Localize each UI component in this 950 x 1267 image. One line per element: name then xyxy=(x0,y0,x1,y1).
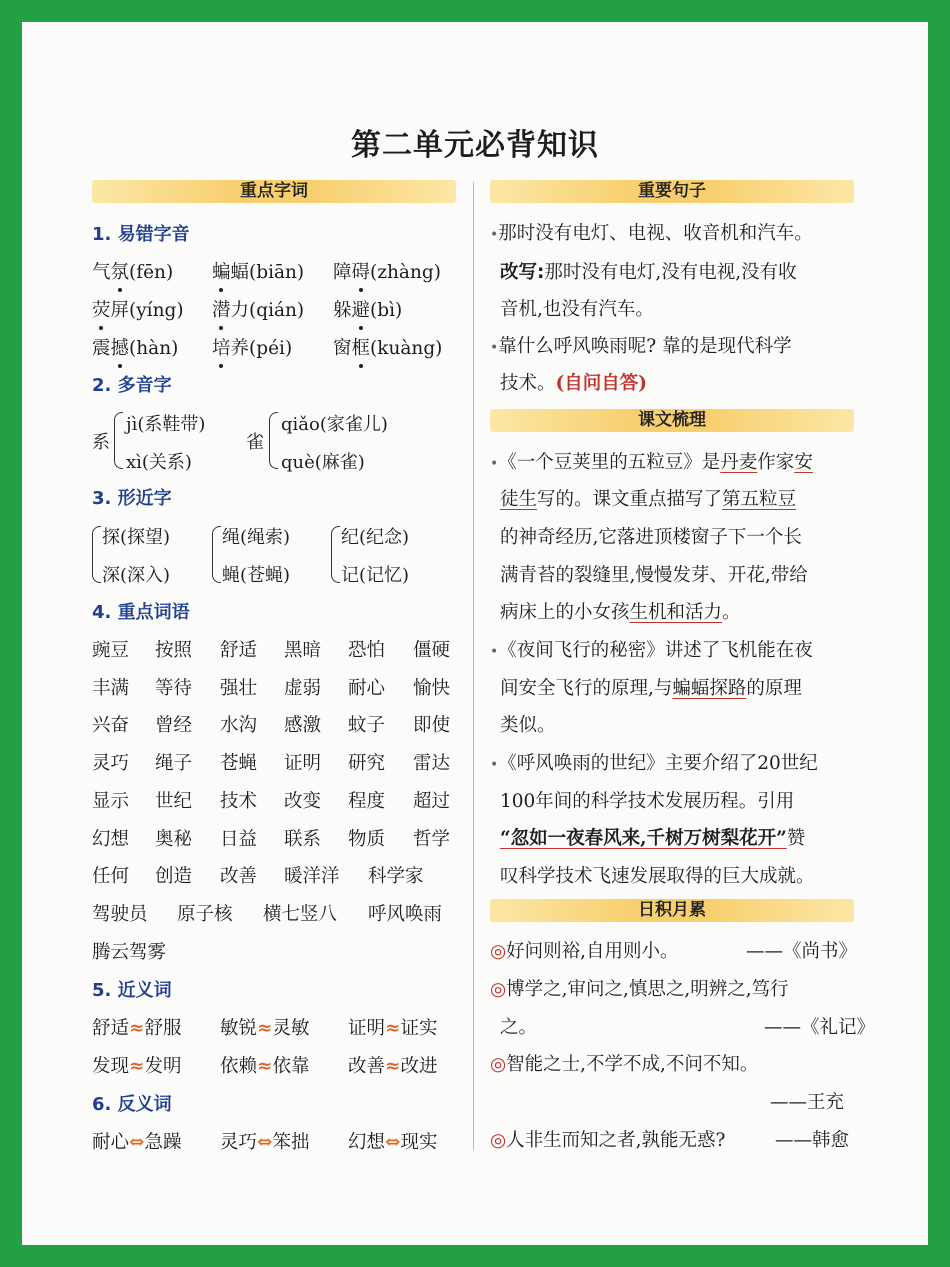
section-header-sentences: 重要句子 xyxy=(490,180,854,203)
sentence-line: 技术。(自问自答) xyxy=(500,373,648,394)
vocab-word: 呼风唤雨 xyxy=(368,903,443,925)
quote-line: ◎智能之士,不学不成,不问不知。 xyxy=(490,1054,759,1075)
vocab-word: 腾云驾雾 xyxy=(92,941,167,963)
subheading-pronunciation: 1. 易错字音 xyxy=(92,224,190,245)
column-divider xyxy=(473,182,474,1150)
vocab-word: 技术 xyxy=(220,790,258,812)
sentence-line: 改写:那时没有电灯,没有电视,没有收 xyxy=(500,262,797,283)
vocab-word: 创造 xyxy=(155,866,193,888)
summary-line: •《夜间飞行的秘密》讲述了飞机能在夜 xyxy=(490,640,813,661)
vocab-word: 耐心 xyxy=(348,677,386,699)
subheading-polyphones: 2. 多音字 xyxy=(92,375,172,396)
similar-char: 探(探望) xyxy=(102,527,171,548)
brace xyxy=(92,526,101,583)
polyphone-reading: què(麻雀) xyxy=(281,452,365,473)
vocab-word: 强壮 xyxy=(220,677,258,699)
similar-char: 绳(绳索) xyxy=(222,527,291,548)
similar-char: 蝇(苍蝇) xyxy=(222,565,291,586)
vocab-word: 改善 xyxy=(220,866,258,888)
similar-char: 纪(纪念) xyxy=(341,527,410,548)
vocab-word: 愉快 xyxy=(413,677,451,699)
quote-source: ——《礼记》 xyxy=(764,1017,876,1038)
vocab-word: 雷达 xyxy=(413,753,451,775)
sentence-line: •那时没有电灯、电视、收音机和汽车。 xyxy=(490,223,813,244)
section-header-daily-accumulation: 日积月累 xyxy=(490,899,854,922)
sentence-line: •靠什么呼风唤雨呢? 靠的是现代科学 xyxy=(490,336,792,357)
summary-line: 间安全飞行的原理,与蝙蝠探路的原理 xyxy=(500,678,802,699)
page-title: 第二单元必背知识 xyxy=(351,128,599,163)
vocab-word: 奥秘 xyxy=(155,828,193,850)
vocab-word: 改变 xyxy=(284,790,322,812)
pronunciation-item: 窗框(kuàng) xyxy=(333,334,442,360)
vocab-word: 苍蝇 xyxy=(220,753,258,775)
vocab-word: 等待 xyxy=(155,677,193,699)
subheading-key-vocab: 4. 重点词语 xyxy=(92,602,190,623)
vocab-word: 感激 xyxy=(284,715,322,737)
vocab-word: 灵巧 xyxy=(92,753,130,775)
vocab-word: 研究 xyxy=(348,753,386,775)
vocab-word: 恐怕 xyxy=(348,640,386,661)
quote-line: ◎人非生而知之者,孰能无惑? xyxy=(490,1130,726,1151)
summary-line: 满青苔的裂缝里,慢慢发芽、开花,带给 xyxy=(500,565,808,586)
vocab-word: 世纪 xyxy=(155,790,193,812)
subheading-synonyms: 5. 近义词 xyxy=(92,980,172,1001)
brace xyxy=(212,526,221,583)
vocab-word: 程度 xyxy=(348,790,386,812)
summary-line: •《呼风唤雨的世纪》主要介绍了20世纪 xyxy=(490,753,818,774)
antonym-pair: 幻想⇔现实 xyxy=(348,1132,438,1153)
antonym-pair: 灵巧⇔笨拙 xyxy=(220,1132,310,1153)
pronunciation-item: 气氛(fēn) xyxy=(92,258,173,284)
brace xyxy=(269,412,278,469)
pronunciation-item: 培养(péi) xyxy=(212,334,292,360)
vocab-word: 按照 xyxy=(155,640,193,661)
vocab-word: 原子核 xyxy=(177,903,233,925)
polyphone-reading: qiǎo(家雀儿) xyxy=(281,414,388,435)
quote-source: ——王充 xyxy=(770,1092,845,1113)
vocab-word: 驾驶员 xyxy=(92,903,148,925)
vocab-word: 科学家 xyxy=(368,866,424,888)
section-header-key-words: 重点字词 xyxy=(92,180,456,203)
brace xyxy=(331,526,340,583)
vocab-word: 舒适 xyxy=(220,640,258,661)
synonym-pair: 改善≈改进 xyxy=(348,1055,438,1077)
vocab-word: 横七竖八 xyxy=(263,903,338,925)
synonym-pair: 敏锐≈灵敏 xyxy=(220,1018,310,1039)
summary-line: 徒生写的。课文重点描写了第五粒豆 xyxy=(500,489,797,510)
synonym-pair: 舒适≈舒服 xyxy=(92,1018,182,1039)
pronunciation-item: 震撼(hàn) xyxy=(92,334,178,360)
vocab-word: 水沟 xyxy=(220,715,258,737)
quote-line: ◎好问则裕,自用则小。 xyxy=(490,941,679,962)
polyphone-char: 雀 xyxy=(246,432,264,453)
summary-line: 100年间的科学技术发展历程。引用 xyxy=(500,791,795,812)
section-header-text-summary: 课文梳理 xyxy=(490,409,854,432)
vocab-word: 蚊子 xyxy=(348,715,386,737)
quote-line: ◎博学之,审问之,慎思之,明辨之,笃行 xyxy=(490,979,789,1000)
pronunciation-item: 蝙蝠(biān) xyxy=(212,258,304,284)
vocab-word: 绳子 xyxy=(155,753,193,775)
summary-line: 的神奇经历,它落进顶楼窗子下一个长 xyxy=(500,527,802,548)
polyphone-char: 系 xyxy=(92,432,110,453)
vocab-word: 日益 xyxy=(220,828,258,850)
subheading-similar-chars: 3. 形近字 xyxy=(92,488,172,509)
vocab-word: 曾经 xyxy=(155,715,193,737)
vocab-word: 物质 xyxy=(348,828,386,850)
vocab-word: 虚弱 xyxy=(284,677,322,699)
vocab-word: 兴奋 xyxy=(92,715,130,737)
polyphone-reading: xì(关系) xyxy=(126,452,192,473)
brace xyxy=(114,412,123,469)
quote-line: 之。 xyxy=(500,1017,538,1038)
synonym-pair: 证明≈证实 xyxy=(348,1018,438,1039)
pronunciation-item: 障碍(zhàng) xyxy=(333,258,441,284)
vocab-word: 超过 xyxy=(413,790,451,812)
similar-char: 记(记忆) xyxy=(341,565,410,586)
vocab-word: 幻想 xyxy=(92,828,130,850)
synonym-pair: 发现≈发明 xyxy=(92,1055,182,1077)
vocab-word: 丰满 xyxy=(92,677,130,699)
summary-line: 类似。 xyxy=(500,715,556,736)
similar-char: 深(深入) xyxy=(102,565,171,586)
quote-source: ——《尚书》 xyxy=(746,941,858,962)
summary-line: 病床上的小女孩生机和活力。 xyxy=(500,602,741,623)
vocab-word: 暖洋洋 xyxy=(284,866,340,888)
vocab-word: 即使 xyxy=(413,715,451,737)
vocab-word: 豌豆 xyxy=(92,640,130,661)
polyphone-reading: jì(系鞋带) xyxy=(126,414,206,435)
vocab-word: 证明 xyxy=(284,753,322,775)
pronunciation-item: 躲避(bì) xyxy=(333,296,402,322)
pronunciation-item: 潜力(qián) xyxy=(212,296,304,322)
synonym-pair: 依赖≈依靠 xyxy=(220,1055,310,1077)
sentence-line: 音机,也没有汽车。 xyxy=(500,299,654,320)
page xyxy=(22,22,928,1245)
quote-source: ——韩愈 xyxy=(775,1130,850,1151)
vocab-word: 哲学 xyxy=(413,828,451,850)
vocab-word: 联系 xyxy=(284,828,322,850)
vocab-word: 显示 xyxy=(92,790,130,812)
vocab-word: 黑暗 xyxy=(284,640,322,661)
antonym-pair: 耐心⇔急躁 xyxy=(92,1132,182,1153)
summary-line: “忽如一夜春风来,千树万树梨花开”赞 xyxy=(500,828,806,849)
vocab-word: 任何 xyxy=(92,866,130,888)
summary-line: •《一个豆荚里的五粒豆》是丹麦作家安 xyxy=(490,452,813,473)
vocab-word: 僵硬 xyxy=(413,640,451,661)
pronunciation-item: 荧屏(yíng) xyxy=(92,296,184,322)
subheading-antonyms: 6. 反义词 xyxy=(92,1094,172,1115)
summary-line: 叹科学技术飞速发展取得的巨大成就。 xyxy=(500,866,815,887)
